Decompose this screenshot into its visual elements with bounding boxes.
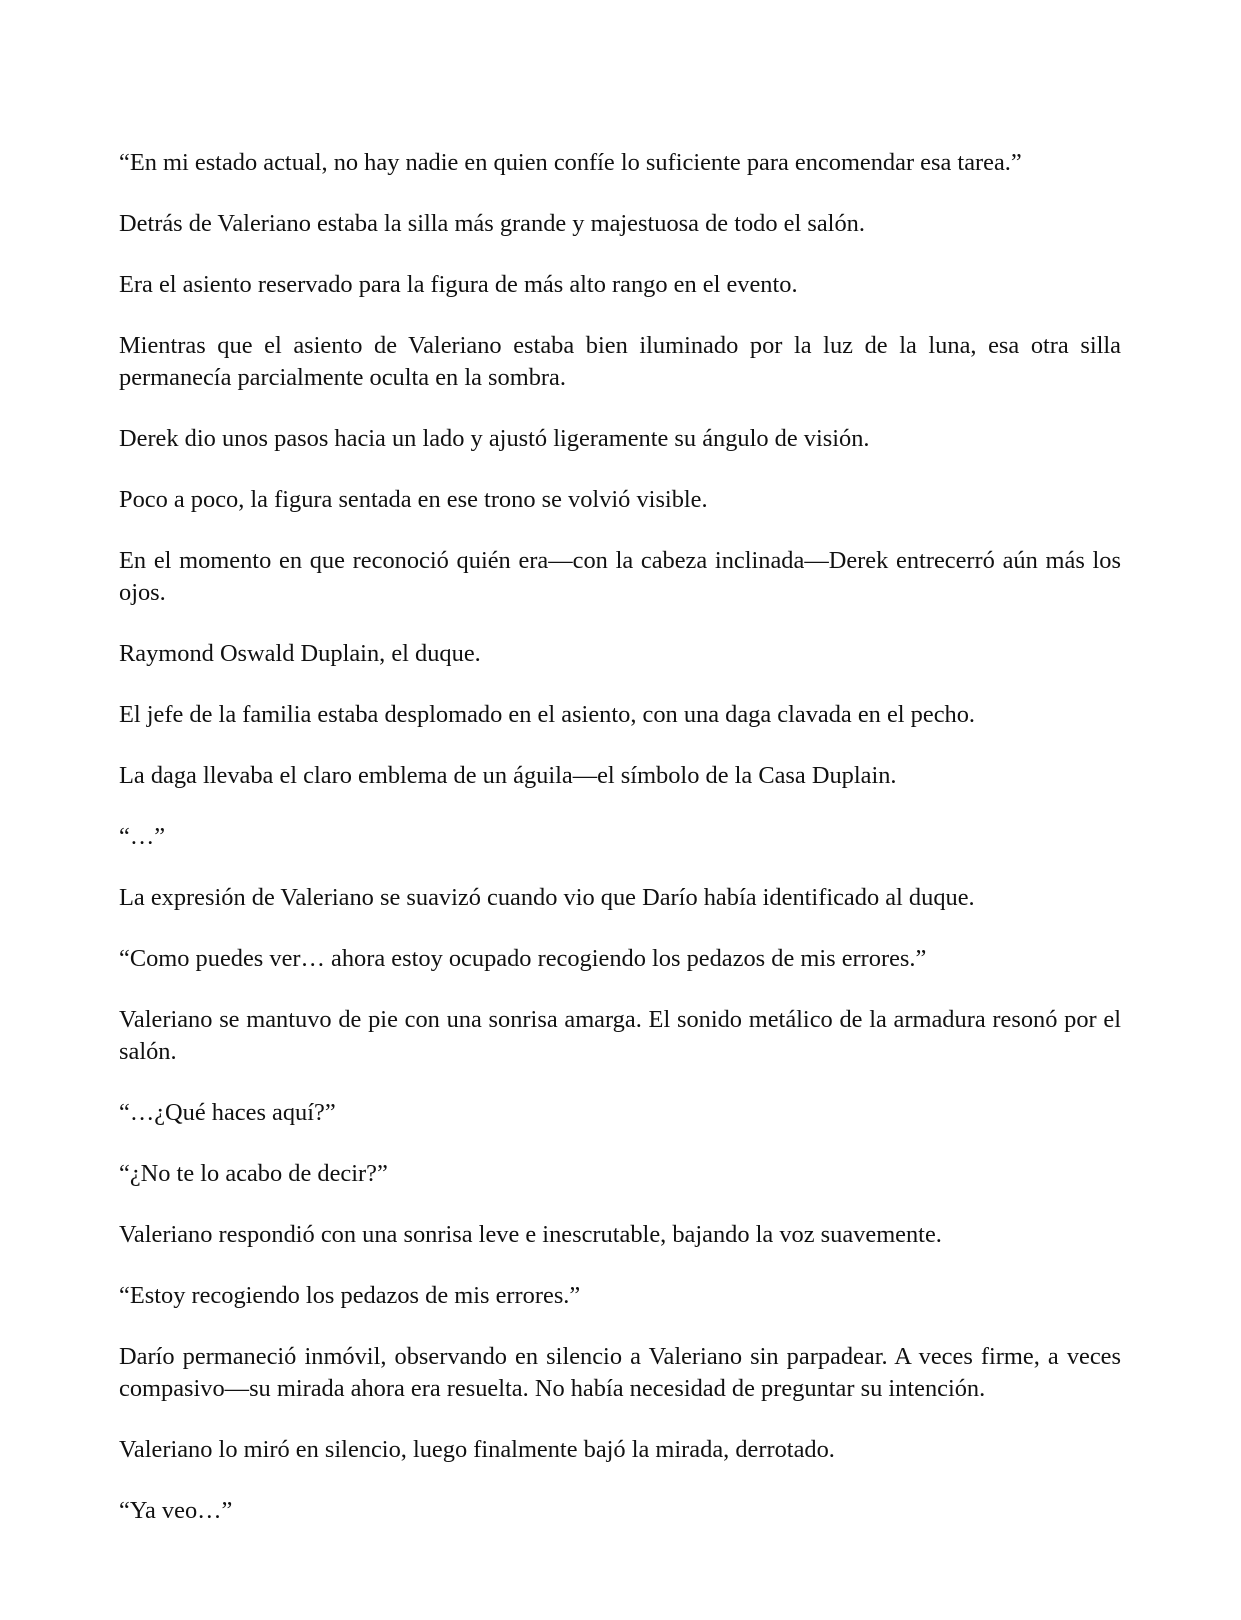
paragraph: Darío permaneció inmóvil, observando en silencio a Valeriano sin parpadear. A veces firme, a veces compasivo—su mirada ahora era resuelta. No había necesidad de preguntar su intención. — [119, 1343, 1121, 1402]
paragraph: Valeriano lo miró en silencio, luego finalmente bajó la mirada, derrotado. — [119, 1436, 835, 1463]
paragraph: En el momento en que reconoció quién era—con la cabeza inclinada—Derek entrecerró aún más los ojos. — [119, 547, 1121, 606]
paragraph: Derek dio unos pasos hacia un lado y ajustó ligeramente su ángulo de visión. — [119, 425, 870, 452]
text-body — [119, 147, 1121, 1556]
paragraph: Detrás de Valeriano estaba la silla más grande y majestuosa de todo el salón. — [119, 210, 865, 237]
paragraph: “En mi estado actual, no hay nadie en quien confíe lo suficiente para encomendar esa tarea.” — [119, 149, 1022, 176]
paragraph: Poco a poco, la figura sentada en ese trono se volvió visible. — [119, 486, 708, 513]
paragraph: La daga llevaba el claro emblema de un águila—el símbolo de la Casa Duplain. — [119, 762, 897, 789]
paragraph: Valeriano respondió con una sonrisa leve e inescrutable, bajando la voz suavemente. — [119, 1221, 942, 1248]
paragraph: Valeriano se mantuvo de pie con una sonrisa amarga. El sonido metálico de la armadura resonó por el salón. — [119, 1006, 1121, 1065]
paragraph: “Como puedes ver… ahora estoy ocupado recogiendo los pedazos de mis errores.” — [119, 945, 927, 972]
paragraph: “Ya veo…” — [119, 1497, 233, 1524]
paragraph: “…¿Qué haces aquí?” — [119, 1099, 336, 1126]
paragraph: Raymond Oswald Duplain, el duque. — [119, 640, 481, 667]
paragraph: La expresión de Valeriano se suavizó cuando vio que Darío había identificado al duque. — [119, 884, 975, 911]
paragraph: “Estoy recogiendo los pedazos de mis errores.” — [119, 1282, 581, 1309]
paragraph: Era el asiento reservado para la figura de más alto rango en el evento. — [119, 271, 798, 298]
paragraph: “¿No te lo acabo de decir?” — [119, 1160, 388, 1187]
paragraph: El jefe de la familia estaba desplomado en el asiento, con una daga clavada en el pecho. — [119, 701, 976, 728]
paragraph: Mientras que el asiento de Valeriano estaba bien iluminado por la luz de la luna, esa otra silla permanecía parcialmente oculta en la sombra. — [119, 332, 1121, 391]
paragraph: “…” — [119, 823, 166, 850]
